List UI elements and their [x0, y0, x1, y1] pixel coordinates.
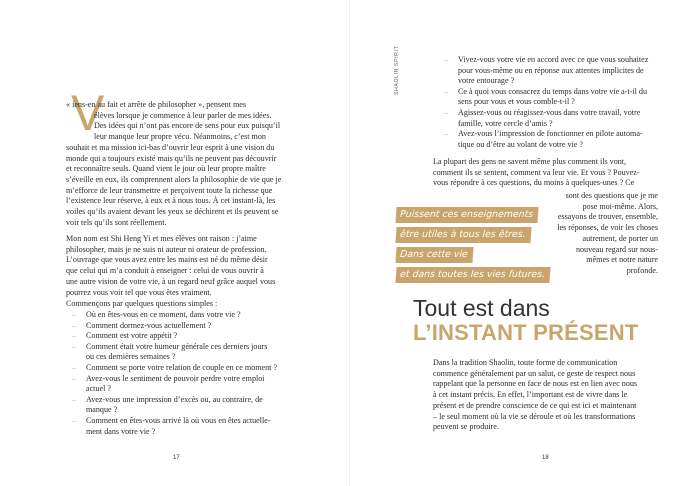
text-line: Dans la tradition Shaolin, toute forme de communication [433, 358, 618, 367]
paragraph-2 [66, 234, 288, 298]
text-line: comment ils se sentent, comment va leur vie. Et vous ? Pouvez- [433, 167, 640, 177]
text-line: s’éveille en eux, ils comprennent alors la philosophie de vie que je [66, 174, 282, 184]
list-item: – Avez-vous une impression d’excès ou, au contraire, de [72, 395, 277, 406]
quote-line: Dans cette vie [395, 247, 473, 263]
text-line: – le seul moment où la vie se déroule et où les transformations [433, 411, 636, 421]
list-item-continuation: ment dans votre vie ? [86, 426, 156, 436]
list-item: – Agissez-vous ou réagissez-vous dans votre travail, votre [444, 108, 648, 119]
text-line: essayons de trouver, ensemble, [557, 212, 658, 222]
text-line: pose moi-même. Alors, [582, 201, 658, 211]
text-line: sont des questions que je me [565, 191, 658, 200]
text-line: commence généralement par un salut, ce geste de respect nous [433, 368, 636, 378]
list-item: – Comment était votre humeur générale ces derniers jours [72, 342, 277, 353]
list-item: – Avez-vous le sentiment de pouvoir perdre votre emploi [72, 374, 277, 385]
list-item-continuation: sens pour vous et vous comble-t-il ? [458, 97, 575, 107]
list-intro: Commençons par quelques questions simples : [66, 299, 218, 308]
text-line: que celui qui m’a conduit à enseigner : celui de vous ouvrir à [66, 266, 264, 276]
paragraph-right-1 [433, 157, 657, 189]
text-line: autrement, de porter un [582, 233, 658, 243]
quote-line: Puissent ces enseignements [395, 207, 538, 223]
text-line: L’ouvrage que vous avez entre les mains est né du même désir [66, 255, 268, 265]
list-item: – Ce à quoi vous consacrez du temps dans votre vie a-t-il du [444, 87, 648, 98]
text-line: profonde. [626, 265, 658, 275]
text-line: rappelant que la personne en face de nous est en lien avec nous [433, 379, 638, 389]
text-line: leur manque leur propre vécu. Néanmoins, c’est mon [94, 132, 266, 142]
list-item-continuation: votre entourage ? [458, 76, 515, 86]
list-item-continuation: actuel ? [86, 384, 111, 394]
running-head: SHAOLIN SPIRIT [394, 45, 400, 95]
section-heading-line-1: Tout est dans [413, 295, 550, 321]
list-item-continuation: famille, votre cercle d’amis ? [458, 118, 553, 128]
list-item: – Comment en êtes-vous arrivé là où vous en êtes actuelle- [72, 416, 277, 427]
text-line: Des idées qui n’ont pas encore de sens pour eux puisqu’il [94, 121, 281, 131]
text-line: pourrez vous voir tel que vous êtes vraiment. [66, 287, 212, 297]
list-item-continuation: pour vous-même ou en réponse aux attentes implicites de [458, 65, 644, 75]
text-line: élèves lorsque je commence à leur parler de mes idées. [94, 110, 272, 120]
text-line: philosopher, mais je ne suis ni auteur ni orateur de profession. [66, 244, 267, 254]
text-line: les réponses, de voir les choses [557, 223, 658, 233]
text-line: nouveau regard sur nous- [575, 244, 658, 254]
list-item: – Comment se porte votre relation de couple en ce moment ? [72, 363, 277, 374]
pull-quote [396, 207, 550, 287]
text-line: Mon nom est Shi Heng Yi et mes élèves ont raison : j’aime [66, 234, 257, 243]
text-line: « iens-en au fait et arrête de philosopher », pensent mes [66, 100, 247, 109]
question-list-left [72, 310, 277, 437]
list-item: – Comment dormez-vous actuellement ? [72, 321, 277, 332]
list-item-continuation: tique ou d’être au volant de votre vie ? [458, 139, 583, 149]
quote-line: être utiles à tous les êtres. [395, 227, 531, 243]
list-item: – Avez-vous l’impression de fonctionner en pilote automa- [444, 129, 648, 140]
question-list-right [444, 55, 648, 150]
text-line: une autre vision de votre vie, à un regard neuf grâce auquel vous [66, 276, 276, 286]
quote-line: et dans toutes les vies futures. [395, 267, 550, 283]
list-item: – Où en êtes-vous en ce moment, dans votre vie ? [72, 310, 277, 321]
text-line: mêmes et notre nature [586, 255, 658, 265]
text-line: monde qui a toujours existé mais qu’ils ne peuvent pas découvrir [66, 153, 277, 163]
list-item: – Comment est votre appétit ? [72, 331, 277, 342]
text-line: à cet instant précis. En effet, l’important est de vivre dans le [433, 390, 628, 400]
text-line: l’existence leur réserve, à eux et à nous tous. À cet instant-là, les [66, 196, 276, 206]
text-line: vous répondre à ces questions, du moins à quelques-unes ? Ce [433, 178, 635, 188]
intro-paragraph [66, 100, 288, 228]
text-line: m’efforce de leur transmettre et perçoivent toute la richesse que [66, 185, 273, 195]
page-number-left: 17 [173, 455, 180, 461]
text-line: voir tels qu’ils sont réellement. [66, 217, 167, 227]
text-line: présent et de prendre conscience de ce qui est ici et maintenant [433, 400, 637, 410]
paragraph-right-1-wrap [543, 191, 658, 277]
list-item-continuation: manque ? [86, 405, 118, 415]
section-heading-line-2: L’INSTANT PRÉSENT [413, 320, 639, 345]
text-line: et reconnaître seuls. Quand vient le jour où leur propre maître [66, 164, 266, 174]
drop-cap: V [71, 85, 105, 141]
text-line: voiles qu’ils avaient devant les yeux se déchirent et ils peuvent se [66, 207, 279, 217]
text-line: peuvent se produire. [433, 422, 499, 432]
paragraph-right-2 [433, 358, 657, 433]
list-item-continuation: ou ces dernières semaines ? [86, 352, 176, 362]
text-line: La plupart des gens ne savent même plus comment ils vont, [433, 157, 627, 166]
page-number-right: 18 [542, 455, 549, 461]
list-item: – Vivez-vous votre vie en accord avec ce que vous souhaitez [444, 55, 648, 66]
text-line: souhait et ma mission ici-bas d’ouvrir leur esprit à une vision du [66, 142, 275, 152]
